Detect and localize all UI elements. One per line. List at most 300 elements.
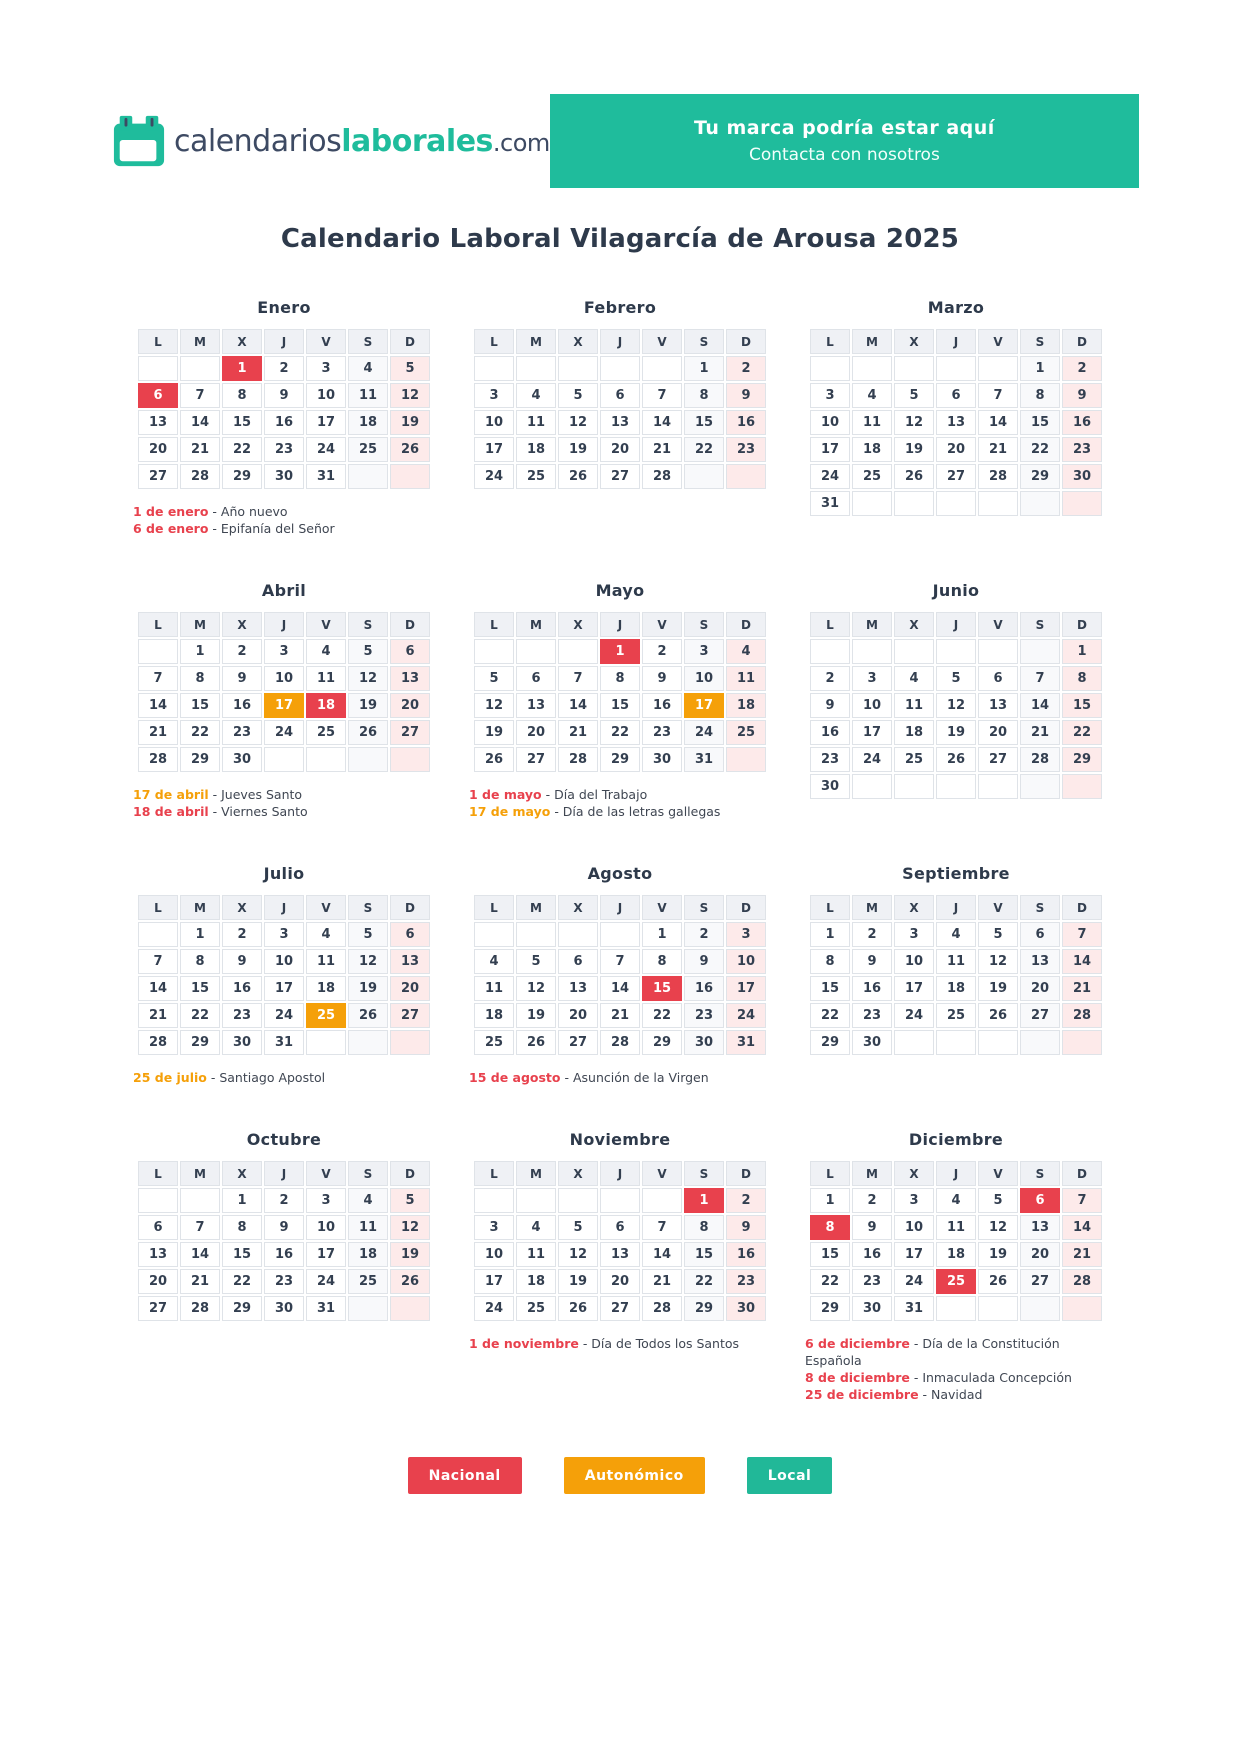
day-cell: 8 xyxy=(180,949,220,974)
day-cell: 7 xyxy=(180,383,220,408)
empty-day-cell xyxy=(726,464,766,489)
day-cell: 31 xyxy=(264,1030,304,1055)
day-cell: 17 xyxy=(474,437,514,462)
month-holiday-notes xyxy=(465,1335,775,1352)
empty-day-cell xyxy=(306,1030,346,1055)
day-cell: 21 xyxy=(1062,976,1102,1001)
day-header-cell: V xyxy=(306,1161,346,1186)
day-cell: 12 xyxy=(390,383,430,408)
month-enero xyxy=(129,298,439,537)
day-cell: 18 xyxy=(474,1003,514,1028)
empty-day-cell xyxy=(390,747,430,772)
day-cell: 18 xyxy=(306,976,346,1001)
holiday-note-date: 25 de diciembre xyxy=(805,1387,919,1402)
day-header-cell: L xyxy=(138,612,178,637)
empty-day-cell xyxy=(390,1296,430,1321)
empty-day-cell xyxy=(726,747,766,772)
day-cell: 4 xyxy=(348,356,388,381)
holiday-note xyxy=(805,1386,1111,1403)
day-cell: 30 xyxy=(852,1296,892,1321)
day-cell: 26 xyxy=(348,720,388,745)
day-cell: 27 xyxy=(600,1296,640,1321)
day-cell: 25 xyxy=(306,720,346,745)
day-cell: 30 xyxy=(1062,464,1102,489)
empty-day-cell xyxy=(348,1296,388,1321)
day-cell: 12 xyxy=(348,666,388,691)
day-cell: 7 xyxy=(1062,922,1102,947)
empty-day-cell xyxy=(852,639,892,664)
empty-day-cell xyxy=(852,491,892,516)
day-cell: 25 xyxy=(474,1030,514,1055)
week-row xyxy=(138,693,430,718)
week-row xyxy=(810,720,1102,745)
week-row xyxy=(138,464,430,489)
week-row xyxy=(138,949,430,974)
day-cell: 16 xyxy=(1062,410,1102,435)
day-cell: 19 xyxy=(558,1269,598,1294)
holiday-note-date: 6 de diciembre xyxy=(805,1336,910,1351)
empty-day-cell xyxy=(936,1030,976,1055)
day-cell: 12 xyxy=(936,693,976,718)
month-calendar-table xyxy=(808,327,1104,518)
day-cell: 15 xyxy=(1062,693,1102,718)
day-cell: 1 xyxy=(180,922,220,947)
legend-local-button[interactable]: Local xyxy=(747,1457,833,1494)
day-header-cell: J xyxy=(264,612,304,637)
week-row xyxy=(138,666,430,691)
empty-day-cell xyxy=(978,774,1018,799)
day-header-cell: D xyxy=(390,329,430,354)
day-cell: 3 xyxy=(264,639,304,664)
holiday-day-cell: 25 xyxy=(306,1003,346,1028)
day-cell: 14 xyxy=(1062,949,1102,974)
day-cell: 24 xyxy=(264,1003,304,1028)
day-cell: 18 xyxy=(516,437,556,462)
day-cell: 20 xyxy=(600,437,640,462)
day-cell: 30 xyxy=(642,747,682,772)
day-cell: 14 xyxy=(138,976,178,1001)
ad-banner-headline: Tu marca podría estar aquí xyxy=(693,117,995,139)
day-cell: 22 xyxy=(1062,720,1102,745)
week-row xyxy=(474,639,766,664)
week-row xyxy=(138,383,430,408)
day-header-cell: S xyxy=(684,895,724,920)
day-cell: 18 xyxy=(936,976,976,1001)
day-cell: 7 xyxy=(1062,1188,1102,1213)
empty-day-cell xyxy=(1020,774,1060,799)
day-header-cell: X xyxy=(222,895,262,920)
day-cell: 26 xyxy=(390,1269,430,1294)
day-cell: 29 xyxy=(642,1030,682,1055)
day-cell: 27 xyxy=(516,747,556,772)
empty-day-cell xyxy=(852,356,892,381)
day-cell: 31 xyxy=(684,747,724,772)
day-cell: 11 xyxy=(306,666,346,691)
month-holiday-notes xyxy=(465,1069,775,1086)
day-cell: 30 xyxy=(726,1296,766,1321)
page-title: Calendario Laboral Vilagarcía de Arousa 2025 xyxy=(280,224,960,254)
day-cell: 7 xyxy=(180,1215,220,1240)
logo-part-com: .com xyxy=(492,128,550,157)
day-cell: 2 xyxy=(852,922,892,947)
day-cell: 17 xyxy=(264,976,304,1001)
day-cell: 16 xyxy=(222,693,262,718)
day-cell: 8 xyxy=(1062,666,1102,691)
day-header-cell: J xyxy=(600,895,640,920)
day-cell: 19 xyxy=(978,976,1018,1001)
day-cell: 12 xyxy=(978,949,1018,974)
day-header-cell: L xyxy=(138,329,178,354)
holiday-note xyxy=(133,786,439,803)
day-header-cell: D xyxy=(1062,612,1102,637)
day-cell: 23 xyxy=(684,1003,724,1028)
day-cell: 22 xyxy=(810,1003,850,1028)
empty-day-cell xyxy=(894,491,934,516)
day-cell: 20 xyxy=(138,437,178,462)
week-row xyxy=(474,976,766,1001)
day-cell: 6 xyxy=(978,666,1018,691)
day-cell: 26 xyxy=(474,747,514,772)
month-title: Marzo xyxy=(927,298,985,317)
day-cell: 19 xyxy=(978,1242,1018,1267)
day-cell: 21 xyxy=(600,1003,640,1028)
day-header-cell: V xyxy=(642,1161,682,1186)
holiday-note xyxy=(469,1069,775,1086)
empty-day-cell xyxy=(138,639,178,664)
empty-day-cell xyxy=(1062,774,1102,799)
day-cell: 22 xyxy=(684,437,724,462)
empty-day-cell xyxy=(474,639,514,664)
day-cell: 13 xyxy=(1020,949,1060,974)
holiday-day-cell: 6 xyxy=(138,383,178,408)
empty-day-cell xyxy=(936,356,976,381)
holiday-note-text: - Inmaculada Concepción xyxy=(909,1370,1072,1385)
week-row xyxy=(810,1188,1102,1213)
month-holiday-notes xyxy=(129,503,439,537)
day-cell: 24 xyxy=(474,464,514,489)
empty-day-cell xyxy=(1062,1030,1102,1055)
month-title: Mayo xyxy=(595,581,645,600)
day-cell: 19 xyxy=(474,720,514,745)
day-cell: 9 xyxy=(810,693,850,718)
day-cell: 8 xyxy=(684,1215,724,1240)
holiday-note-date: 18 de abril xyxy=(133,804,209,819)
day-cell: 16 xyxy=(726,410,766,435)
day-cell: 7 xyxy=(642,383,682,408)
month-octubre xyxy=(129,1130,439,1323)
day-cell: 6 xyxy=(600,1215,640,1240)
day-cell: 2 xyxy=(684,922,724,947)
day-cell: 16 xyxy=(852,1242,892,1267)
month-holiday-notes xyxy=(465,786,775,820)
week-row xyxy=(474,720,766,745)
day-cell: 11 xyxy=(936,949,976,974)
day-cell: 2 xyxy=(222,639,262,664)
day-cell: 11 xyxy=(348,1215,388,1240)
day-cell: 5 xyxy=(390,356,430,381)
day-cell: 2 xyxy=(726,356,766,381)
ad-banner-contact-link: Contacta con nosotros xyxy=(748,145,940,165)
week-row xyxy=(474,1003,766,1028)
site-logo[interactable] xyxy=(112,114,550,168)
day-cell: 4 xyxy=(516,1215,556,1240)
month-title: Enero xyxy=(257,298,311,317)
day-cell: 12 xyxy=(516,976,556,1001)
day-cell: 8 xyxy=(642,949,682,974)
day-cell: 27 xyxy=(1020,1269,1060,1294)
week-row xyxy=(810,1296,1102,1321)
month-junio xyxy=(801,581,1111,801)
holiday-day-cell: 15 xyxy=(642,976,682,1001)
holiday-note-text: - Navidad xyxy=(918,1387,983,1402)
empty-day-cell xyxy=(642,1188,682,1213)
week-row xyxy=(810,410,1102,435)
day-header-cell: V xyxy=(978,1161,1018,1186)
day-cell: 16 xyxy=(642,693,682,718)
holiday-note-date: 6 de enero xyxy=(133,521,209,536)
day-cell: 7 xyxy=(138,666,178,691)
day-cell: 27 xyxy=(138,1296,178,1321)
empty-day-cell xyxy=(810,639,850,664)
day-header-cell: M xyxy=(180,329,220,354)
day-header-cell: S xyxy=(348,1161,388,1186)
day-cell: 24 xyxy=(894,1003,934,1028)
day-cell: 9 xyxy=(726,1215,766,1240)
day-cell: 17 xyxy=(852,720,892,745)
day-cell: 5 xyxy=(978,1188,1018,1213)
holiday-day-cell: 17 xyxy=(684,693,724,718)
day-cell: 29 xyxy=(600,747,640,772)
day-cell: 9 xyxy=(852,949,892,974)
day-cell: 16 xyxy=(684,976,724,1001)
holiday-note-date: 1 de noviembre xyxy=(469,1336,579,1351)
day-cell: 3 xyxy=(474,1215,514,1240)
day-cell: 22 xyxy=(684,1269,724,1294)
day-cell: 8 xyxy=(180,666,220,691)
week-row xyxy=(474,1269,766,1294)
day-cell: 19 xyxy=(936,720,976,745)
holiday-note-text: - Jueves Santo xyxy=(208,787,303,802)
empty-day-cell xyxy=(684,464,724,489)
day-cell: 26 xyxy=(390,437,430,462)
empty-day-cell xyxy=(600,1188,640,1213)
day-cell: 28 xyxy=(138,747,178,772)
day-cell: 11 xyxy=(516,1242,556,1267)
week-row xyxy=(474,410,766,435)
empty-day-cell xyxy=(978,356,1018,381)
month-title: Septiembre xyxy=(902,864,1010,883)
day-cell: 7 xyxy=(558,666,598,691)
day-cell: 21 xyxy=(180,1269,220,1294)
holiday-day-cell: 1 xyxy=(222,356,262,381)
day-header-cell: X xyxy=(894,895,934,920)
day-cell: 14 xyxy=(642,1242,682,1267)
site-logo-text xyxy=(174,124,550,159)
day-header-cell: X xyxy=(558,1161,598,1186)
day-cell: 2 xyxy=(810,666,850,691)
day-cell: 30 xyxy=(810,774,850,799)
ad-banner[interactable] xyxy=(550,94,1139,188)
holiday-type-legend xyxy=(0,1457,1240,1734)
day-cell: 6 xyxy=(138,1215,178,1240)
empty-day-cell xyxy=(600,356,640,381)
holiday-note-text: - Viernes Santo xyxy=(208,804,308,819)
day-cell: 7 xyxy=(138,949,178,974)
holiday-note-text: - Epifanía del Señor xyxy=(208,521,335,536)
day-header-cell: V xyxy=(978,329,1018,354)
legend-nacional-button[interactable]: Nacional xyxy=(408,1457,522,1494)
month-title: Agosto xyxy=(587,864,653,883)
empty-day-cell xyxy=(978,1030,1018,1055)
holiday-note xyxy=(469,1335,775,1352)
day-cell: 26 xyxy=(516,1030,556,1055)
holiday-day-cell: 6 xyxy=(1020,1188,1060,1213)
day-cell: 30 xyxy=(852,1030,892,1055)
empty-day-cell xyxy=(1020,1030,1060,1055)
day-cell: 31 xyxy=(306,1296,346,1321)
day-header-cell: M xyxy=(180,612,220,637)
day-cell: 15 xyxy=(810,1242,850,1267)
month-febrero xyxy=(465,298,775,491)
legend-autonomico-button[interactable]: Autonómico xyxy=(564,1457,705,1494)
week-row xyxy=(474,922,766,947)
empty-day-cell xyxy=(516,356,556,381)
day-header-cell: S xyxy=(348,895,388,920)
day-cell: 15 xyxy=(684,1242,724,1267)
day-cell: 13 xyxy=(600,1242,640,1267)
day-cell: 14 xyxy=(558,693,598,718)
empty-day-cell xyxy=(558,1188,598,1213)
day-cell: 27 xyxy=(1020,1003,1060,1028)
week-row xyxy=(474,1242,766,1267)
empty-day-cell xyxy=(1062,1296,1102,1321)
week-row xyxy=(810,1030,1102,1055)
week-row xyxy=(810,437,1102,462)
week-row xyxy=(138,747,430,772)
week-row xyxy=(138,1215,430,1240)
empty-day-cell xyxy=(180,356,220,381)
month-noviembre xyxy=(465,1130,775,1352)
day-header-cell: V xyxy=(978,895,1018,920)
day-cell: 20 xyxy=(516,720,556,745)
day-cell: 10 xyxy=(726,949,766,974)
day-cell: 25 xyxy=(516,1296,556,1321)
day-cell: 10 xyxy=(894,949,934,974)
empty-day-cell xyxy=(600,922,640,947)
day-cell: 17 xyxy=(810,437,850,462)
week-row xyxy=(810,639,1102,664)
day-cell: 10 xyxy=(306,383,346,408)
week-row xyxy=(810,491,1102,516)
week-row xyxy=(810,1003,1102,1028)
month-title: Junio xyxy=(932,581,980,600)
day-cell: 29 xyxy=(810,1030,850,1055)
holiday-note xyxy=(805,1369,1111,1386)
day-header-cell: X xyxy=(222,1161,262,1186)
day-cell: 26 xyxy=(936,747,976,772)
day-cell: 23 xyxy=(222,1003,262,1028)
day-cell: 27 xyxy=(600,464,640,489)
day-cell: 30 xyxy=(264,1296,304,1321)
day-cell: 11 xyxy=(306,949,346,974)
day-cell: 18 xyxy=(852,437,892,462)
day-cell: 16 xyxy=(852,976,892,1001)
day-header-cell: X xyxy=(558,612,598,637)
empty-day-cell xyxy=(558,639,598,664)
day-cell: 4 xyxy=(516,383,556,408)
day-cell: 4 xyxy=(936,1188,976,1213)
holiday-note xyxy=(469,786,775,803)
empty-day-cell xyxy=(1020,639,1060,664)
day-header-cell: V xyxy=(642,612,682,637)
week-row xyxy=(810,976,1102,1001)
day-cell: 31 xyxy=(810,491,850,516)
day-cell: 30 xyxy=(264,464,304,489)
day-cell: 16 xyxy=(264,1242,304,1267)
day-cell: 25 xyxy=(348,1269,388,1294)
week-row xyxy=(138,720,430,745)
day-cell: 6 xyxy=(558,949,598,974)
day-header-cell: M xyxy=(852,895,892,920)
day-header-cell: J xyxy=(936,612,976,637)
day-cell: 2 xyxy=(726,1188,766,1213)
day-cell: 21 xyxy=(642,437,682,462)
day-cell: 31 xyxy=(726,1030,766,1055)
day-cell: 27 xyxy=(390,1003,430,1028)
day-cell: 1 xyxy=(684,356,724,381)
day-cell: 29 xyxy=(684,1296,724,1321)
week-row xyxy=(138,976,430,1001)
empty-day-cell xyxy=(894,1030,934,1055)
day-cell: 2 xyxy=(1062,356,1102,381)
calendar-logo-icon xyxy=(112,114,166,168)
day-cell: 25 xyxy=(516,464,556,489)
day-header-cell: S xyxy=(348,612,388,637)
day-header-cell: J xyxy=(600,1161,640,1186)
day-cell: 19 xyxy=(348,693,388,718)
day-cell: 17 xyxy=(474,1269,514,1294)
week-row xyxy=(474,1030,766,1055)
day-cell: 7 xyxy=(1020,666,1060,691)
day-cell: 27 xyxy=(558,1030,598,1055)
day-cell: 5 xyxy=(978,922,1018,947)
day-cell: 22 xyxy=(600,720,640,745)
day-header-cell: S xyxy=(684,1161,724,1186)
holiday-note-text: - Día de la Constitución Española xyxy=(805,1336,1060,1368)
month-title: Julio xyxy=(263,864,305,883)
day-cell: 18 xyxy=(348,1242,388,1267)
day-cell: 29 xyxy=(222,1296,262,1321)
day-cell: 28 xyxy=(600,1030,640,1055)
empty-day-cell xyxy=(390,464,430,489)
holiday-note-text: - Asunción de la Virgen xyxy=(560,1070,709,1085)
day-cell: 5 xyxy=(936,666,976,691)
day-cell: 14 xyxy=(180,410,220,435)
day-cell: 3 xyxy=(474,383,514,408)
day-cell: 12 xyxy=(558,1242,598,1267)
day-cell: 14 xyxy=(600,976,640,1001)
day-cell: 13 xyxy=(936,410,976,435)
week-row xyxy=(138,922,430,947)
week-row xyxy=(474,747,766,772)
day-cell: 11 xyxy=(936,1215,976,1240)
empty-day-cell xyxy=(1020,491,1060,516)
day-cell: 15 xyxy=(1020,410,1060,435)
day-cell: 25 xyxy=(894,747,934,772)
day-cell: 24 xyxy=(264,720,304,745)
day-header-cell: M xyxy=(852,612,892,637)
month-julio xyxy=(129,864,439,1086)
